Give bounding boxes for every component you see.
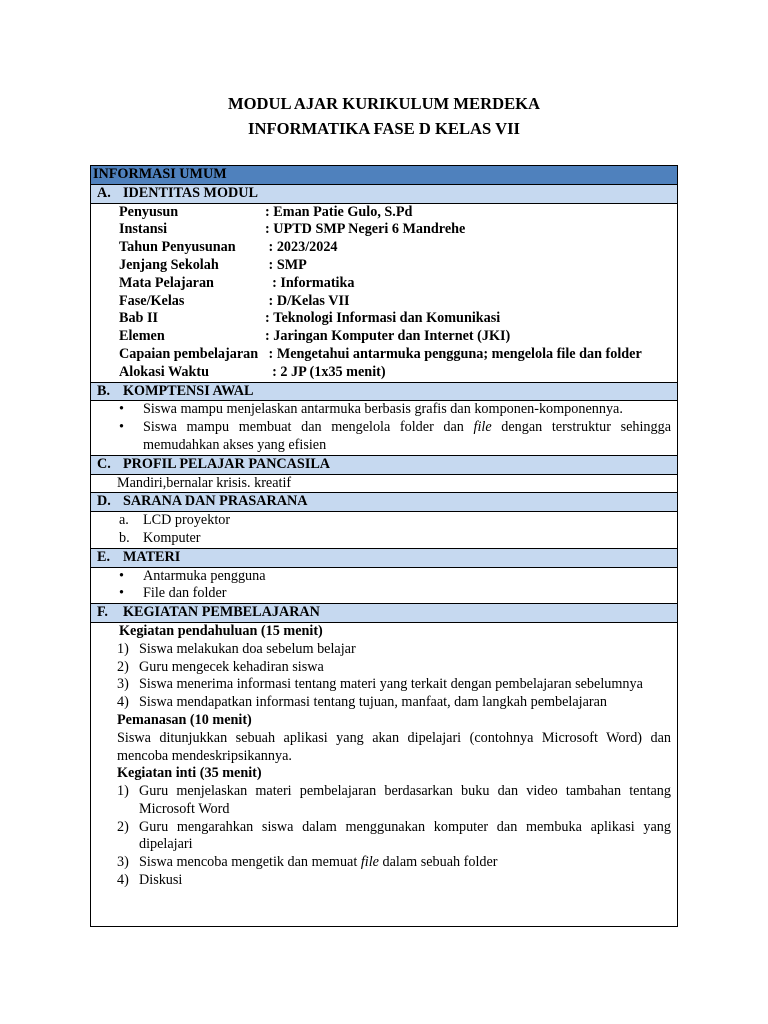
competency-cell [91, 401, 678, 455]
identity-list [91, 204, 677, 382]
section-title: SARANA DAN PRASARANA [123, 493, 308, 510]
identity-value: Mengetahui antarmuka pengguna; mengelola file dan folder [276, 345, 642, 362]
list-item-text: Diskusi [139, 872, 183, 889]
list-item [91, 641, 677, 659]
identity-cell [91, 203, 678, 382]
separator: : [265, 292, 277, 309]
identity-row [91, 221, 677, 239]
list-item [91, 872, 677, 890]
identity-label: Tahun Penyusunan [119, 239, 236, 256]
subsection-title: Kegiatan pendahuluan (15 menit) [119, 622, 323, 639]
identity-value: 2 JP (1x35 menit) [280, 363, 386, 380]
identity-row [91, 293, 677, 311]
bullet-icon: • [119, 401, 124, 418]
identity-row [91, 364, 677, 382]
section-letter: F. [97, 604, 108, 621]
list-item-text: Siswa mencoba mengetik dan memuat file dalam sebuah folder [139, 854, 498, 871]
identity-row [91, 204, 677, 222]
pemanasan-text: Siswa ditunjukkan sebuah aplikasi yang akan dipelajari (contohnya Microsoft Word) dan mencoba mendeskripsikannya. [117, 729, 671, 764]
separator: : [265, 363, 281, 380]
list-item-text: Siswa menerima informasi tentang materi yang terkait dengan pembelajaran sebelumnya [139, 676, 643, 693]
identity-label: Alokasi Waktu [119, 363, 210, 380]
list-item-text: LCD proyektor [143, 512, 231, 529]
section-c-header [91, 455, 678, 474]
separator: : [265, 239, 277, 256]
list-marker: 1) [117, 783, 129, 800]
list-item [91, 419, 677, 455]
list-item-text: Guru mengarahkan siswa dalam menggunakan komputer dan membuka aplikasi yang dipelajari [139, 818, 671, 853]
section-a-header [91, 184, 678, 203]
section-title: IDENTITAS MODUL [123, 184, 258, 201]
section-title: MATERI [123, 548, 181, 565]
separator: : [265, 345, 277, 362]
list-item-text: Siswa melakukan doa sebelum belajar [139, 640, 356, 657]
facilities-cell [91, 512, 678, 549]
identity-label: Instansi [119, 221, 168, 238]
section-b-header [91, 382, 678, 401]
section-letter: E. [97, 548, 111, 565]
list-marker: 4) [117, 872, 129, 889]
identity-row [91, 239, 677, 257]
section-title: KEGIATAN PEMBELAJARAN [123, 604, 320, 621]
separator: : [265, 221, 274, 238]
list-item-text: Guru menjelaskan materi pembelajaran berdasarkan buku dan video tambahan tentang Microsoft Word [139, 783, 671, 817]
list-item-text: Antarmuka pengguna [143, 567, 266, 584]
identity-value: Teknologi Informasi dan Komunikasi [273, 310, 501, 327]
identity-value: 2023/2024 [276, 239, 338, 256]
identity-label: Jenjang Sekolah [119, 256, 219, 273]
list-item [91, 783, 677, 819]
section-d-header [91, 493, 678, 512]
material-cell [91, 567, 678, 604]
section-letter: A. [97, 184, 111, 201]
section-title: PROFIL PELAJAR PANCASILA [123, 455, 331, 472]
bullet-icon: • [119, 567, 124, 584]
section-letter: C. [97, 455, 111, 472]
separator: : [265, 203, 274, 220]
section-f-header [91, 604, 678, 623]
identity-value: SMP [276, 256, 307, 273]
list-item-text: Guru mengecek kehadiran siswa [139, 658, 324, 675]
separator: : [265, 274, 281, 291]
module-table [90, 165, 678, 927]
info-header: INFORMASI UMUM [91, 166, 678, 185]
list-item [91, 401, 677, 419]
identity-row [91, 275, 677, 293]
section-letter: D. [97, 493, 111, 510]
pendahuluan-list [91, 641, 677, 712]
section-letter: B. [97, 382, 111, 399]
list-item [91, 694, 677, 712]
identity-value: Informatika [280, 274, 355, 291]
separator: : [265, 328, 274, 345]
list-item [91, 530, 677, 548]
list-marker: a. [119, 512, 129, 529]
subsection-title: Kegiatan inti (35 menit) [117, 765, 262, 782]
section-e-header [91, 548, 678, 567]
document-title: MODUL AJAR KURIKULUM MERDEKA [227, 94, 541, 113]
identity-value: Eman Patie Gulo, S.Pd [273, 203, 413, 220]
bullet-icon: • [119, 419, 124, 436]
list-item [91, 512, 677, 530]
list-marker: 3) [117, 854, 129, 871]
list-item [91, 854, 677, 872]
bullet-icon: • [119, 585, 124, 602]
separator: : [265, 310, 274, 327]
inti-list [91, 783, 677, 854]
identity-row [91, 257, 677, 275]
list-item [91, 819, 677, 855]
list-item-text: Siswa mampu membuat dan mengelola folder dan file dengan terstruktur sehingga memudahkan akses yang efisien [143, 419, 671, 453]
identity-label: Penyusun [119, 203, 179, 220]
identity-label: Bab II [119, 310, 159, 327]
activities-cell [91, 622, 678, 926]
list-item [91, 676, 677, 694]
profile-cell [91, 474, 678, 493]
section-title: KOMPTENSI AWAL [123, 382, 254, 399]
identity-value: UPTD SMP Negeri 6 Mandrehe [273, 221, 466, 238]
identity-value: D/Kelas VII [276, 292, 350, 309]
list-item-text: Komputer [143, 529, 201, 546]
list-marker: 4) [117, 694, 129, 711]
list-item-text: Siswa mampu menjelaskan antarmuka berbasis grafis dan komponen-komponennya. [143, 401, 623, 418]
identity-row [91, 310, 677, 328]
list-marker: 2) [117, 818, 129, 835]
list-marker: 1) [117, 640, 129, 657]
list-item [91, 659, 677, 677]
list-item [91, 568, 677, 586]
document-subtitle: INFORMATIKA FASE D KELAS VII [248, 119, 520, 138]
profile-text: Mandiri,bernalar krisis. kreatif [117, 474, 292, 491]
subsection-title: Pemanasan (10 menit) [117, 711, 252, 728]
identity-label: Capaian pembelajaran [119, 345, 259, 362]
identity-label: Elemen [119, 328, 165, 345]
identity-label: Mata Pelajaran [119, 274, 214, 291]
identity-row [91, 346, 677, 364]
list-marker: 2) [117, 658, 129, 675]
identity-row [91, 328, 677, 346]
identity-label: Fase/Kelas [119, 292, 185, 309]
list-marker: 3) [117, 676, 129, 693]
separator: : [265, 256, 277, 273]
list-item-text: Siswa mendapatkan informasi tentang tujuan, manfaat, dam langkah pembelajaran [139, 694, 608, 711]
identity-value: Jaringan Komputer dan Internet (JKI) [273, 328, 511, 345]
list-marker: b. [119, 529, 130, 546]
list-item [91, 585, 677, 603]
list-item-text: File dan folder [143, 585, 227, 602]
